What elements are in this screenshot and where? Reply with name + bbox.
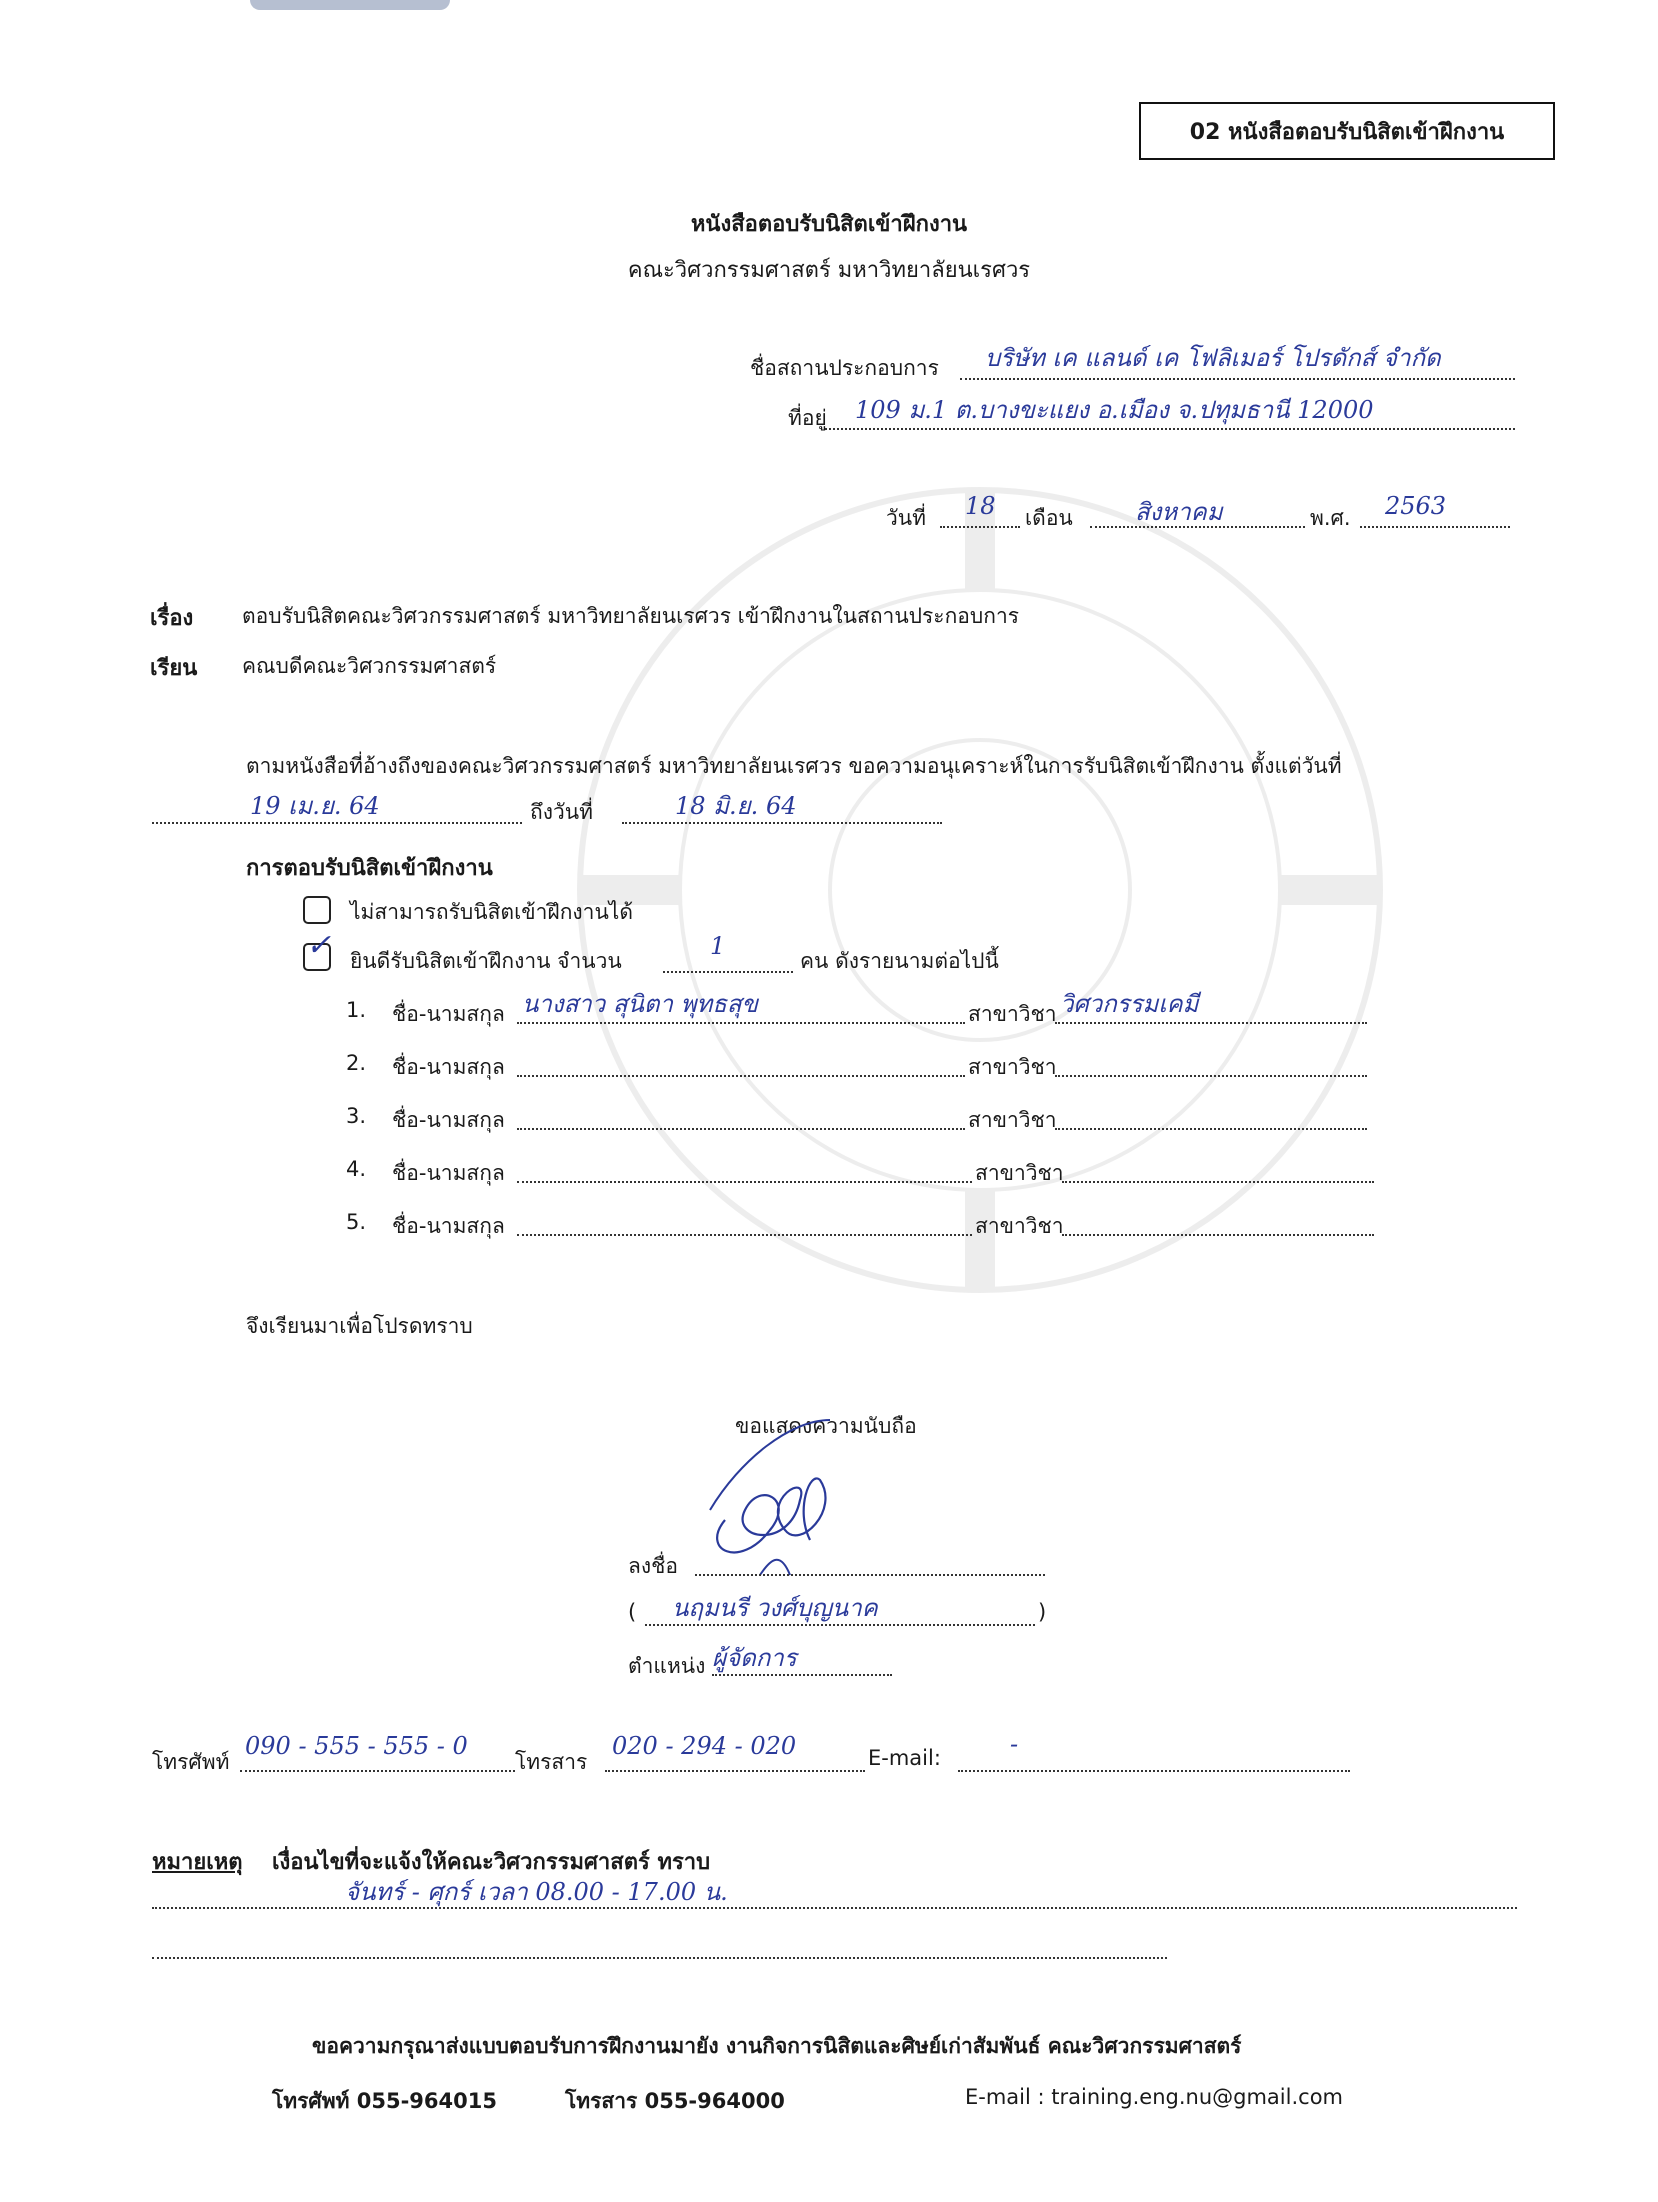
reject-checkbox[interactable] (303, 896, 331, 924)
reject-option-label: ไม่สามารถรับนิสิตเข้าฝึกงานได้ (350, 900, 634, 924)
student-number: 3. (346, 1104, 367, 1128)
student-number: 5. (346, 1210, 367, 1234)
student-major-label: สาขาวิชา (968, 1002, 1057, 1026)
email-label: E-mail: (868, 1746, 941, 1770)
sign-line (695, 1574, 1045, 1576)
recipient-label: เรียน (150, 656, 198, 681)
student-major-value: วิศวกรรมเคมี (1060, 990, 1199, 1018)
company-name-label: ชื่อสถานประกอบการ (750, 356, 939, 380)
date-day-label: วันที่ (886, 506, 926, 530)
student-name-label: ชื่อ-นามสกุล (392, 1161, 505, 1185)
company-name-line (960, 378, 1515, 380)
date-year-value: 2563 (1385, 492, 1447, 520)
note-value: จันทร์ - ศุกร์ เวลา 08.00 - 17.00 น. (345, 1878, 728, 1906)
student-number: 1. (346, 998, 367, 1022)
date-month-value: สิงหาคม (1135, 498, 1223, 526)
signer-open-paren: ( (628, 1600, 637, 1624)
phone-value: 090 - 555 - 555 - 0 (245, 1732, 468, 1760)
count-suffix: คน ดังรายนามต่อไปนี้ (800, 949, 999, 973)
student-major-label: สาขาวิชา (975, 1161, 1064, 1185)
student-name-line (517, 1234, 972, 1236)
accept-check-mark: ✓ (306, 928, 332, 963)
date-day-line (940, 526, 1020, 528)
student-name-label: ชื่อ-นามสกุล (392, 1002, 505, 1026)
fax-value: 020 - 294 - 020 (612, 1732, 797, 1760)
phone-label: โทรศัพท์ (152, 1750, 230, 1774)
fax-line (605, 1770, 865, 1772)
student-name-label: ชื่อ-นามสกุล (392, 1108, 505, 1132)
count-value: 1 (710, 932, 726, 960)
student-number: 4. (346, 1157, 367, 1181)
student-number: 2. (346, 1051, 367, 1075)
email-line (958, 1770, 1350, 1772)
footer-phone: โทรศัพท์ 055-964015 (272, 2089, 497, 2113)
page-subtitle: คณะวิศวกรรมศาสตร์ มหาวิทยาลัยนเรศวร (627, 258, 1031, 283)
note-text: เงื่อนไขที่จะแจ้งให้คณะวิศวกรรมศาสตร์ ทราบ (272, 1850, 711, 1875)
student-major-label: สาขาวิชา (968, 1055, 1057, 1079)
note-label: หมายเหตุ (152, 1850, 243, 1875)
student-name-line (517, 1128, 965, 1130)
start-date-value: 19 เม.ย. 64 (250, 792, 380, 820)
count-line (663, 971, 793, 973)
acceptance-heading: การตอบรับนิสิตเข้าฝึกงาน (246, 856, 493, 881)
phone-line (240, 1770, 515, 1772)
recipient-text: คณบดีคณะวิศวกรรมศาสตร์ (242, 654, 497, 678)
student-name-label: ชื่อ-นามสกุล (392, 1214, 505, 1238)
student-major-line (1055, 1128, 1367, 1130)
handwritten-signature (700, 1400, 900, 1590)
email-value: - (1010, 1730, 1019, 1758)
footer-email: E-mail : training.eng.nu@gmail.com (965, 2085, 1343, 2109)
student-major-label: สาขาวิชา (968, 1108, 1057, 1132)
subject-label: เรื่อง (150, 606, 194, 631)
position-value: ผู้จัดการ (712, 1644, 797, 1672)
date-month-label: เดือน (1025, 506, 1073, 530)
end-date-value: 18 มิ.ย. 64 (675, 792, 797, 820)
footer-line1: ขอความกรุณาส่งแบบตอบรับการฝึกงานมายัง งานกิจการนิสิตและศิษย์เก่าสัมพันธ์ คณะวิศวกรรมศาสตร์ (312, 2034, 1242, 2058)
student-name-line (517, 1181, 972, 1183)
subject-text: ตอบรับนิสิตคณะวิศวกรรมศาสตร์ มหาวิทยาลัยนเรศวร เข้าฝึกงานในสถานประกอบการ (242, 604, 1020, 628)
signer-name-value: นฤมนรี วงศ์บุญนาค (672, 1594, 878, 1622)
sign-label: ลงชื่อ (628, 1554, 678, 1578)
student-major-line (1062, 1181, 1374, 1183)
student-name-value: นางสาว สุนิตา พุทธสุข (522, 990, 758, 1018)
student-major-line (1055, 1075, 1367, 1077)
student-major-label: สาขาวิชา (975, 1214, 1064, 1238)
company-name-value: บริษัท เค แลนด์ เค โฟลิเมอร์ โปรดักส์ จำกัด (985, 344, 1441, 372)
end-date-label: ถึงวันที่ (530, 800, 593, 824)
date-year-line (1360, 526, 1510, 528)
student-name-line (517, 1075, 965, 1077)
company-address-label: ที่อยู่ (788, 406, 827, 430)
fax-label: โทรสาร (515, 1750, 588, 1774)
form-tag-label: 02 หนังสือตอบรับนิสิตเข้าฝึกงาน (1139, 102, 1555, 160)
student-name-label: ชื่อ-นามสกุล (392, 1055, 505, 1079)
accept-option-label: ยินดีรับนิสิตเข้าฝึกงาน จำนวน (350, 949, 622, 973)
closing-regards: ขอแสดงความนับถือ (735, 1414, 917, 1438)
scan-smudge (250, 0, 450, 10)
page-title: หนังสือตอบรับนิสิตเข้าฝึกงาน (690, 212, 968, 237)
position-label: ตำแหน่ง (628, 1654, 706, 1678)
date-year-label: พ.ศ. (1310, 506, 1351, 530)
note-line-2 (152, 1957, 1167, 1959)
student-major-line (1062, 1234, 1374, 1236)
date-day-value: 18 (965, 492, 996, 520)
signer-close-paren: ) (1038, 1600, 1047, 1624)
body-paragraph: ตามหนังสือที่อ้างถึงของคณะวิศวกรรมศาสตร์ มหาวิทยาลัยนเรศวร ขอความอนุเคราะห์ในการรับนิสิตเข้าฝึกงาน ตั้งแต่วันที่ (246, 754, 1342, 778)
footer-fax: โทรสาร 055-964000 (565, 2089, 785, 2113)
closing-text: จึงเรียนมาเพื่อโปรดทราบ (246, 1314, 473, 1338)
company-address-value: 109 ม.1 ต.บางขะแยง อ.เมือง จ.ปทุมธานี 12000 (855, 396, 1374, 424)
